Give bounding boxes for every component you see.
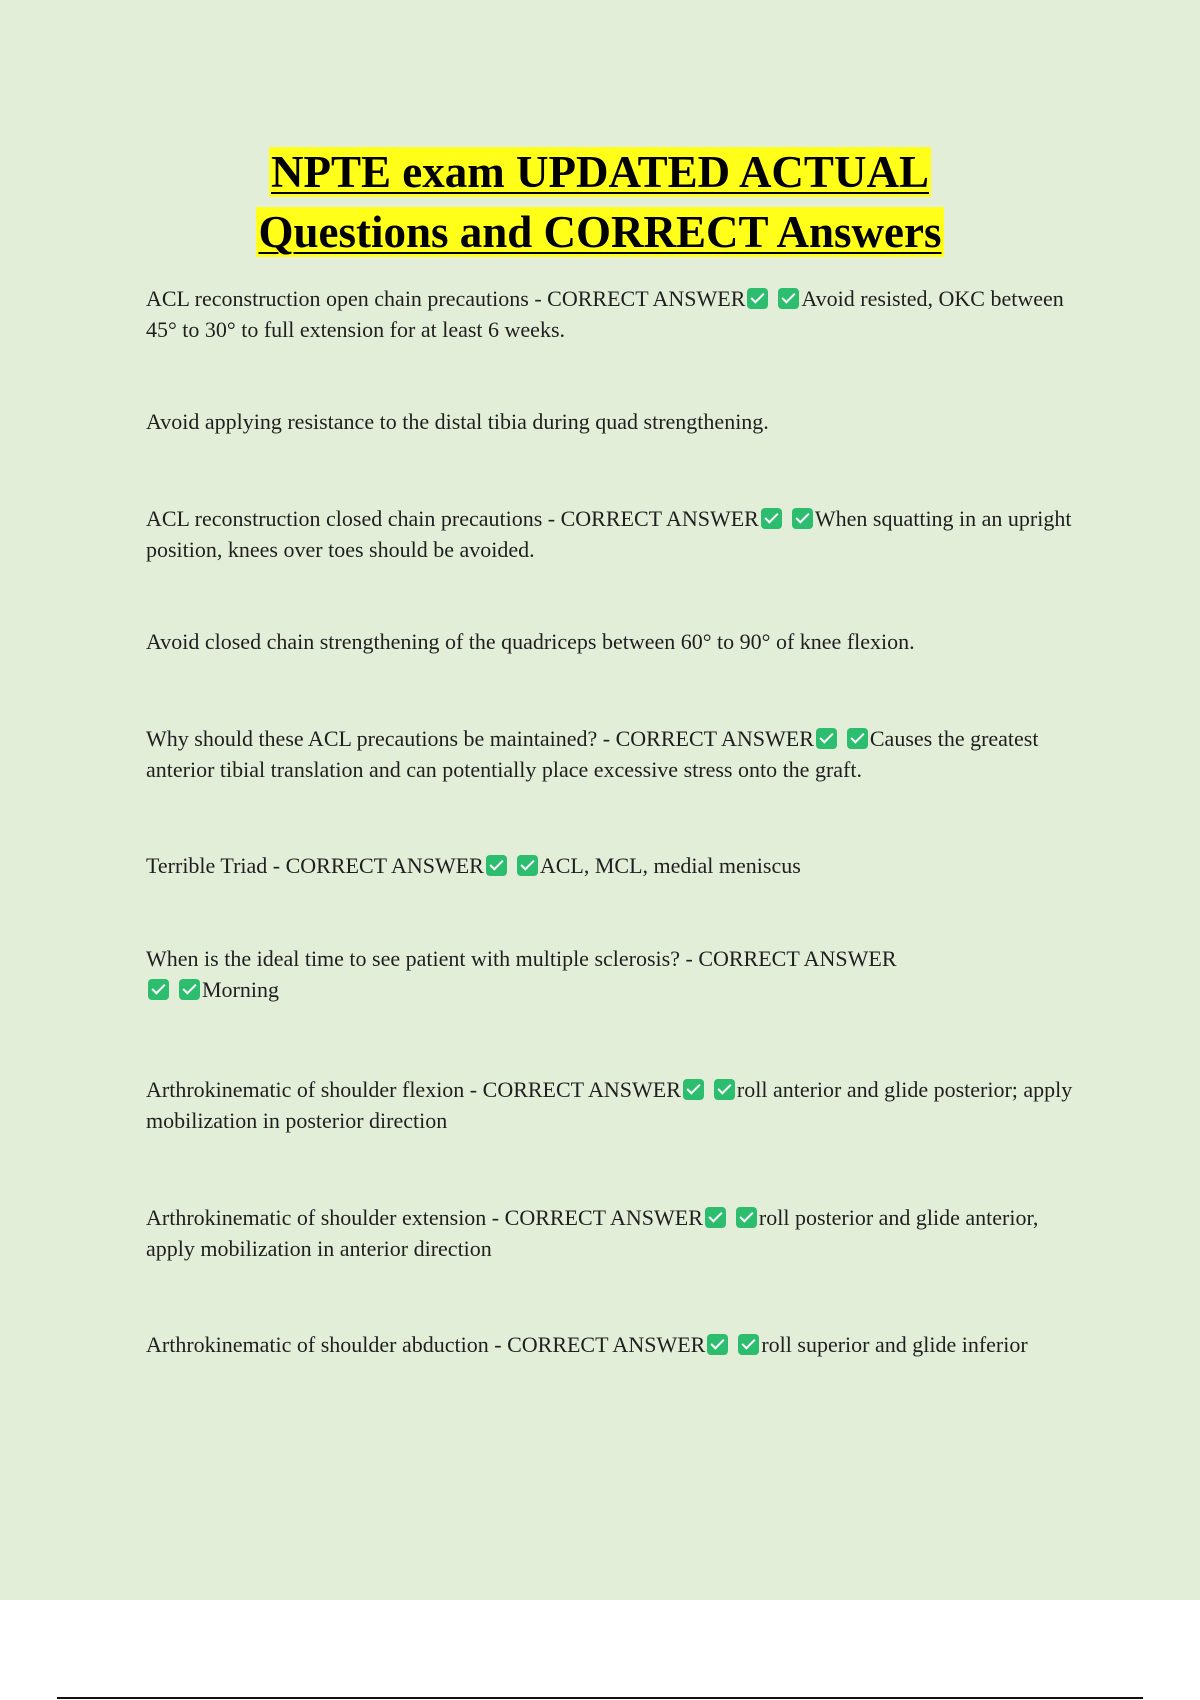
- qa-entry: [146, 283, 1081, 345]
- document-title: [0, 142, 1200, 262]
- correct-answer-label: CORRECT ANSWER: [547, 286, 746, 311]
- correct-answer-label: CORRECT ANSWER: [507, 1332, 706, 1357]
- correct-answer-label: CORRECT ANSWER: [698, 946, 897, 971]
- question-text: Why should these ACL precautions be maintained? -: [146, 726, 616, 751]
- check-box-icon: [736, 1207, 757, 1228]
- answer-text: ACL, MCL, medial meniscus: [539, 853, 801, 878]
- check-box-icon: [816, 728, 837, 749]
- check-box-icon: [738, 1334, 759, 1355]
- question-text: When is the ideal time to see patient with multiple sclerosis? -: [146, 946, 699, 971]
- answer-text: Avoid resisted, OKC between 45° to 30° to full extension for at least 6 weeks.: [146, 286, 1064, 342]
- check-box-icon: [705, 1207, 726, 1228]
- check-box-icon: [683, 1079, 704, 1100]
- correct-answer-label: CORRECT ANSWER: [285, 853, 484, 878]
- check-box-icon: [486, 855, 507, 876]
- check-box-icon: [792, 508, 813, 529]
- answer-text: When squatting in an upright position, knees over toes should be avoided.: [146, 506, 1072, 562]
- question-text: ACL reconstruction open chain precautions -: [146, 286, 548, 311]
- answer-text: Causes the greatest anterior tibial translation and can potentially place excessive stress onto the graft.: [146, 726, 1039, 782]
- qa-entry: [146, 503, 1081, 565]
- title-line-2: Questions and CORRECT Answers: [258, 207, 942, 257]
- check-box-icon: [179, 979, 200, 1000]
- check-box-icon: [148, 979, 169, 1000]
- check-box-icon: [517, 855, 538, 876]
- qa-entry: [146, 1202, 1081, 1264]
- qa-entry: [146, 1074, 1081, 1136]
- answer-text: roll posterior and glide anterior, apply mobilization in anterior direction: [146, 1205, 1039, 1261]
- correct-answer-label: CORRECT ANSWER: [504, 1205, 703, 1230]
- check-box-icon: [707, 1334, 728, 1355]
- check-box-icon: [778, 288, 799, 309]
- note-paragraph: [146, 626, 1081, 657]
- qa-entry: [146, 943, 906, 1005]
- question-text: ACL reconstruction closed chain precautions -: [146, 506, 561, 531]
- check-box-icon: [714, 1079, 735, 1100]
- correct-answer-label: CORRECT ANSWER: [482, 1077, 681, 1102]
- qa-entry: [146, 850, 1081, 881]
- check-box-icon: [847, 728, 868, 749]
- qa-entry: [146, 1329, 1081, 1360]
- question-text: Terrible Triad -: [146, 853, 286, 878]
- note-paragraph: [146, 406, 1081, 437]
- correct-answer-label: CORRECT ANSWER: [615, 726, 814, 751]
- answer-text: roll anterior and glide posterior; apply mobilization in posterior direction: [146, 1077, 1073, 1133]
- check-box-icon: [747, 288, 768, 309]
- question-text: Arthrokinematic of shoulder flexion -: [146, 1077, 483, 1102]
- correct-answer-label: CORRECT ANSWER: [560, 506, 759, 531]
- footer-divider: [57, 1697, 1143, 1699]
- question-text: Arthrokinematic of shoulder extension -: [146, 1205, 505, 1230]
- title-line-1: NPTE exam UPDATED ACTUAL: [271, 147, 929, 197]
- note-text: Avoid applying resistance to the distal tibia during quad strengthening.: [146, 409, 769, 434]
- qa-entry: [146, 723, 1081, 785]
- answer-text: Morning: [202, 977, 279, 1002]
- note-text: Avoid closed chain strengthening of the quadriceps between 60° to 90° of knee flexion.: [146, 629, 915, 654]
- question-text: Arthrokinematic of shoulder abduction -: [146, 1332, 508, 1357]
- check-box-icon: [761, 508, 782, 529]
- answer-text: roll superior and glide inferior: [761, 1332, 1028, 1357]
